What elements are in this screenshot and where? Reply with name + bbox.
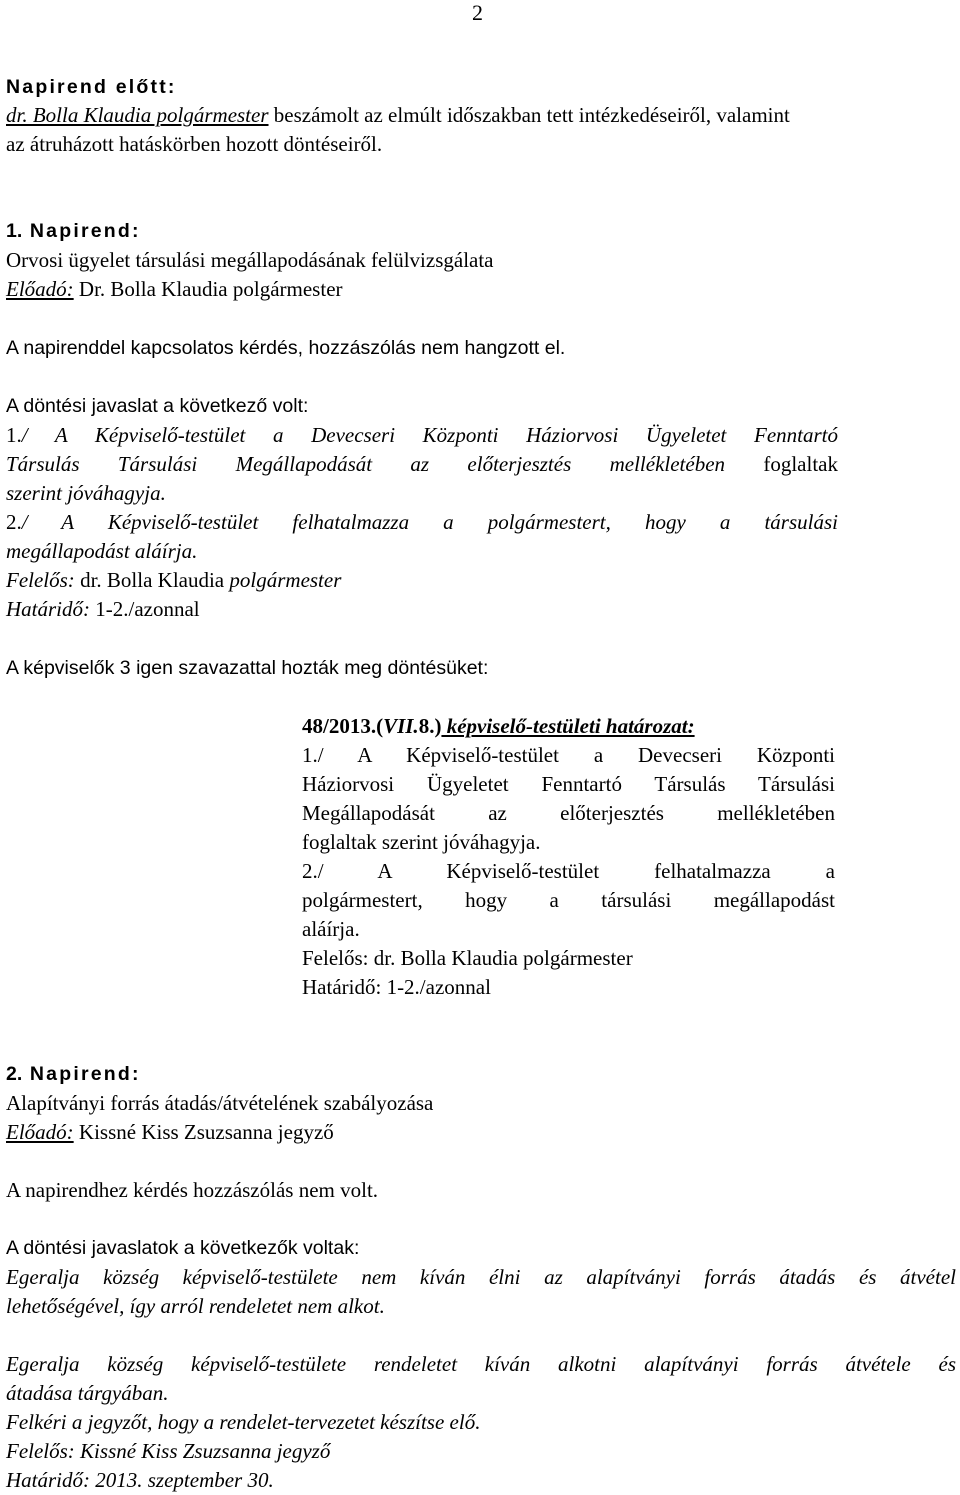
agenda-2-label: Napirend: — [22, 1063, 141, 1085]
resolution-responsible-label: Felelős: — [302, 946, 369, 970]
resolution-line-5: 2./ A Képviselő-testület felhatalmazza a — [302, 859, 835, 883]
resolution-responsible — [302, 944, 633, 973]
presenter-label: Előadó: — [6, 1120, 74, 1144]
resolution-line-6: polgármestert, hogy a társulási megállapodást — [302, 888, 835, 912]
before-agenda-text: beszámolt az elmúlt időszakban tett intézkedéseiről, valamint — [268, 103, 790, 127]
agenda-1-title: Orvosi ügyelet társulási megállapodásának felülvizsgálata — [6, 248, 494, 272]
resolution-line-3: Megállapodását az előterjesztés mellékletében — [302, 801, 835, 825]
resolution-line-1: 1./ A Képviselő-testület a Devecseri Központi — [302, 743, 835, 767]
agenda-2-proposals-intro: A döntési javaslatok a következők voltak: — [6, 1237, 360, 1259]
resolution-deadline-label: Határidő: — [302, 975, 382, 999]
presenter-label: Előadó: — [6, 277, 74, 301]
agenda-1-proposal-intro: A döntési javaslat a következő volt: — [6, 395, 309, 417]
agenda-1-deadline — [6, 595, 200, 624]
resolution-responsible-value: dr. Bolla Klaudia polgármester — [368, 946, 633, 970]
proposal-1-text-italic: Társulás Társulási Megállapodását az előterjesztés mellékletében — [6, 452, 726, 476]
resolution-title — [302, 712, 695, 741]
agenda-1-proposal-1-line-1 — [6, 421, 838, 450]
agenda-1-responsible — [6, 566, 341, 595]
resolution-line-4: foglaltak szerint jóváhagyja. — [302, 830, 541, 854]
resolution-line-2: Háziorvosi Ügyeletet Fenntartó Társulás Társulási — [302, 772, 835, 796]
responsible-dr: dr. — [74, 568, 102, 592]
agenda-2-proposal-a-line-2: lehetőségével, így arról rendeletet nem alkot. — [6, 1294, 385, 1318]
responsible-label: Felelős: — [6, 568, 75, 592]
resolution-deadline-value: 1-2./azonnal — [381, 975, 491, 999]
proposal-1-text-rest: foglaltak — [725, 452, 838, 476]
responsible-title: polgármester — [229, 568, 342, 592]
agenda-1-proposal-2-line-2: megállapodást aláírja. — [6, 539, 198, 563]
proposal-2-number: 2. — [6, 510, 22, 534]
before-agenda-line-1 — [6, 101, 790, 130]
agenda-1-proposal-2-line-1 — [6, 508, 838, 537]
agenda-1-label: Napirend: — [22, 220, 141, 242]
agenda-2-heading — [6, 1060, 141, 1089]
proposal-1-number: 1. — [6, 423, 22, 447]
agenda-2-proposal-b-line-1: Egeralja község képviselő-testülete rendeletet kíván alkotni alapítványi forrás átvétele és — [6, 1352, 956, 1376]
agenda-2-number: 2. — [6, 1063, 23, 1085]
before-agenda-speaker: dr. Bolla Klaudia polgármester — [6, 103, 269, 127]
resolution-label: képviselő-testületi határozat: — [441, 714, 695, 738]
resolution-line-7: aláírja. — [302, 917, 360, 941]
deadline-label: Határidő: — [6, 597, 90, 621]
resolution-number-close: ) — [434, 714, 442, 738]
agenda-1-proposal-1-line-2 — [6, 450, 838, 479]
agenda-2-proposal-b-line-2: átadása tárgyában. — [6, 1381, 169, 1405]
agenda-1-proposal-1-line-3: szerint jóváhagyja. — [6, 481, 166, 505]
agenda-1-vote: A képviselők 3 igen szavazattal hozták meg döntésüket: — [6, 657, 489, 679]
agenda-2-title: Alapítványi forrás átadás/átvételének szabályozása — [6, 1091, 434, 1115]
agenda-2-responsible: Felelős: Kissné Kiss Zsuzsanna jegyző — [6, 1439, 331, 1463]
agenda-1-no-questions: A napirenddel kapcsolatos kérdés, hozzászólás nem hangzott el. — [6, 337, 566, 359]
presenter-name: Kissné Kiss Zsuzsanna jegyző — [73, 1120, 334, 1144]
deadline-value: 1-2./azonnal — [90, 597, 200, 621]
agenda-2-no-questions: A napirendhez kérdés hozzászólás nem volt. — [6, 1178, 379, 1202]
agenda-1-heading — [6, 217, 141, 246]
resolution-number-month: VII. — [383, 714, 419, 738]
before-agenda-line-2: az átruházott hatáskörben hozott döntéseiről. — [6, 132, 383, 156]
agenda-2-deadline: Határidő: 2013. szeptember 30. — [6, 1468, 274, 1492]
agenda-2-request: Felkéri a jegyzőt, hogy a rendelet-tervezetet készítse elő. — [6, 1410, 481, 1434]
before-agenda-heading: Napirend előtt: — [6, 76, 177, 98]
agenda-1-number: 1. — [6, 220, 23, 242]
agenda-1-presenter — [6, 275, 343, 304]
responsible-name: Bolla Klaudia — [101, 568, 230, 592]
resolution-deadline — [302, 973, 491, 1002]
resolution-number-day: 8. — [418, 714, 435, 738]
proposal-2-text: / A Képviselő-testület felhatalmazza a polgármestert, hogy a társulási — [21, 510, 838, 534]
resolution-number: 48/2013.( — [302, 714, 384, 738]
page-number: 2 — [472, 0, 483, 25]
proposal-1-text: / A Képviselő-testület a Devecseri Központi Háziorvosi Ügyeletet Fenntartó — [21, 423, 838, 447]
presenter-name: Dr. Bolla Klaudia polgármester — [73, 277, 343, 301]
agenda-2-presenter — [6, 1118, 334, 1147]
agenda-2-proposal-a-line-1: Egeralja község képviselő-testülete nem kíván élni az alapítványi forrás átadás és átvétel — [6, 1265, 956, 1289]
